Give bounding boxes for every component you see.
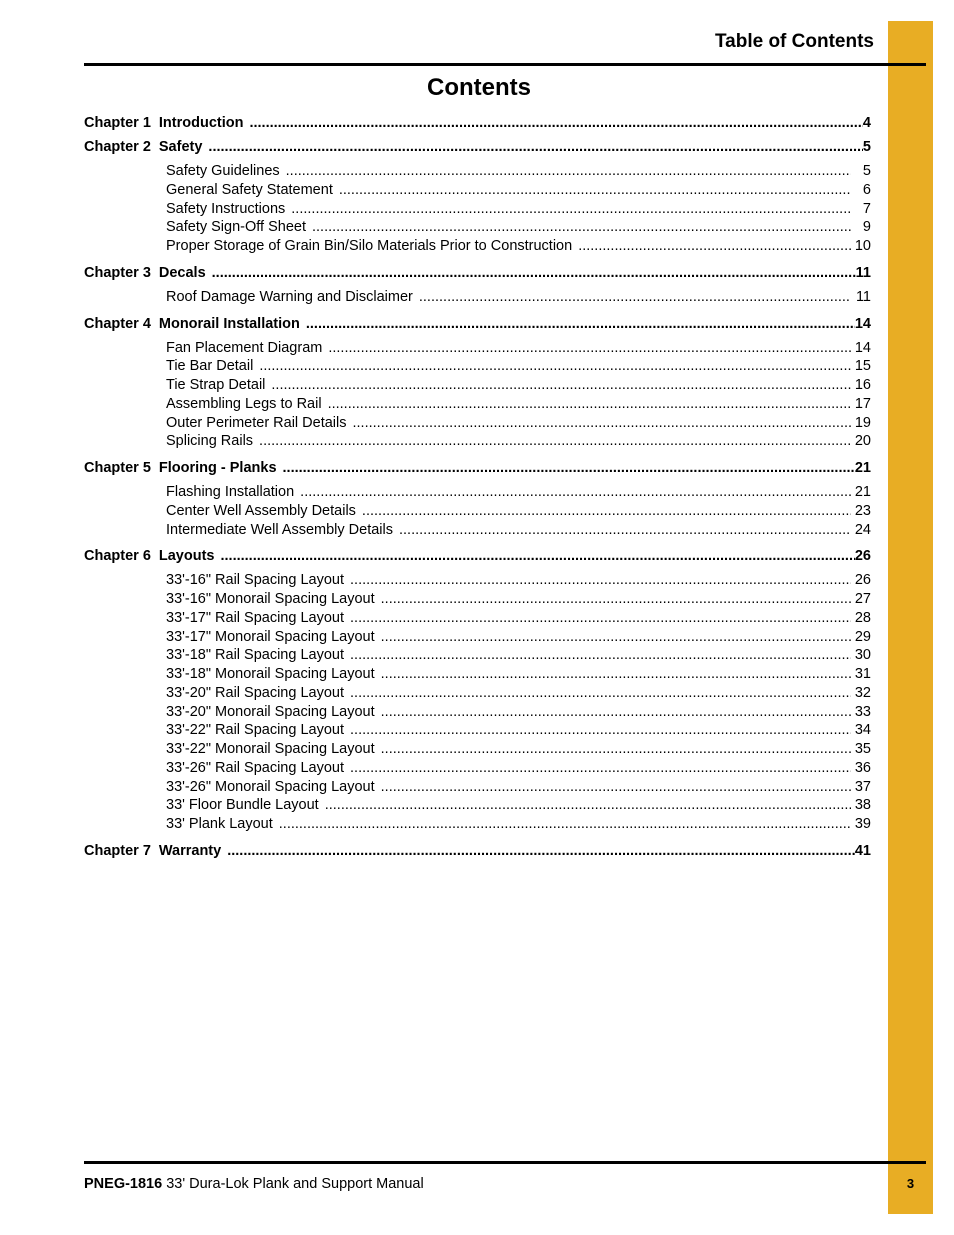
- section-title: 33'-17" Monorail Spacing Layout: [166, 628, 375, 645]
- section-title: 33'-20" Rail Spacing Layout: [166, 684, 345, 701]
- section-entry[interactable]: [166, 646, 871, 665]
- chapter-entry[interactable]: [84, 138, 871, 157]
- dot-leader: [381, 703, 851, 722]
- chapter-page: 11: [855, 264, 871, 281]
- section-title: Assembling Legs to Rail: [166, 395, 322, 412]
- chapter-page: 41: [854, 842, 871, 859]
- dot-leader: [353, 414, 852, 433]
- dot-leader: [227, 842, 855, 861]
- section-entry[interactable]: [166, 740, 871, 759]
- section-entry[interactable]: [166, 571, 871, 590]
- section-title: Safety Sign-Off Sheet: [166, 219, 306, 236]
- section-title: Splicing Rails: [166, 433, 254, 450]
- section-page: 30: [854, 647, 871, 664]
- section-page: 37: [854, 778, 871, 795]
- section-page: 34: [854, 722, 871, 739]
- section-entry[interactable]: [166, 796, 871, 815]
- section-title: Proper Storage of Grain Bin/Silo Materials Prior to Construction: [166, 238, 573, 254]
- dot-leader: [350, 684, 851, 703]
- dot-leader: [249, 114, 862, 133]
- section-page: 26: [854, 572, 871, 589]
- contents-title: Contents: [427, 74, 531, 101]
- section-page: 28: [854, 609, 871, 626]
- chapter-number: Chapter 4: [84, 315, 151, 332]
- section-title: Tie Strap Detail: [166, 377, 266, 393]
- chapter-number: Chapter 2: [84, 139, 151, 155]
- chapter-sections: [84, 288, 871, 307]
- section-title: 33'-17" Rail Spacing Layout: [166, 609, 345, 626]
- chapter-page: 14: [854, 315, 871, 332]
- chapter-entry[interactable]: [84, 459, 871, 478]
- dot-leader: [381, 665, 851, 684]
- section-title: 33'-26" Monorail Spacing Layout: [166, 778, 375, 795]
- dot-leader: [350, 721, 851, 740]
- footer-document-info: [84, 1175, 424, 1193]
- dot-leader: [212, 264, 856, 283]
- dot-leader: [300, 483, 851, 502]
- chapter-number: Chapter 5: [84, 460, 151, 476]
- section-page: 27: [854, 591, 871, 607]
- section-entry[interactable]: [166, 218, 871, 237]
- section-title: Safety Guidelines: [166, 163, 280, 179]
- document-title: 33' Dura-Lok Plank and Support Manual: [166, 1176, 424, 1192]
- dot-leader: [279, 815, 851, 834]
- dot-leader: [381, 740, 851, 759]
- section-page: 20: [854, 433, 871, 450]
- chapter-entry[interactable]: [84, 547, 871, 566]
- section-title: Outer Perimeter Rail Details: [166, 414, 347, 431]
- chapter-title: Decals: [158, 264, 206, 281]
- chapter-sections: [84, 339, 871, 452]
- section-page: 24: [854, 521, 871, 538]
- section-title: 33' Floor Bundle Layout: [166, 797, 319, 814]
- section-title: 33' Plank Layout: [166, 816, 273, 832]
- section-page: 39: [854, 816, 871, 832]
- section-title: 33'-22" Rail Spacing Layout: [166, 722, 345, 739]
- section-page: 32: [854, 684, 871, 701]
- section-page: 23: [854, 502, 871, 519]
- dot-leader: [381, 778, 851, 797]
- section-entry[interactable]: [166, 628, 871, 647]
- section-entry[interactable]: [166, 237, 871, 256]
- section-entry[interactable]: [166, 665, 871, 684]
- section-page: 33: [854, 703, 871, 720]
- chapter-page: 4: [862, 115, 871, 131]
- section-title: Flashing Installation: [166, 484, 295, 500]
- section-page: 11: [855, 288, 871, 305]
- chapter-title: Warranty: [158, 842, 222, 859]
- section-title: 33'-26" Rail Spacing Layout: [166, 759, 345, 776]
- chapter-sections: [84, 571, 871, 834]
- dot-leader: [220, 547, 854, 566]
- section-entry[interactable]: [166, 339, 871, 358]
- chapter-entry[interactable]: [84, 315, 871, 334]
- toc-chapter: [84, 114, 871, 138]
- dot-leader: [362, 502, 851, 521]
- section-entry[interactable]: [166, 521, 871, 540]
- section-entry[interactable]: [166, 609, 871, 628]
- chapter-title: Safety: [158, 139, 203, 155]
- dot-leader: [381, 628, 851, 647]
- toc-chapter: [84, 138, 871, 256]
- section-entry[interactable]: [166, 590, 871, 609]
- section-title: Tie Bar Detail: [166, 358, 254, 375]
- dot-leader: [381, 590, 851, 609]
- chapter-number: Chapter 7: [84, 842, 151, 859]
- section-page: 5: [862, 163, 871, 179]
- chapter-entry[interactable]: [84, 842, 871, 861]
- toc-chapter: [84, 264, 871, 307]
- section-title: Intermediate Well Assembly Details: [166, 521, 393, 538]
- chapter-title: Flooring - Planks: [158, 460, 277, 476]
- section-page: 29: [854, 628, 871, 645]
- dot-leader: [283, 459, 855, 478]
- chapter-page: 21: [854, 460, 871, 476]
- section-title: Fan Placement Diagram: [166, 339, 323, 356]
- section-page: 17: [854, 395, 871, 412]
- chapter-number: Chapter 1: [84, 115, 151, 131]
- dot-leader: [578, 237, 851, 256]
- section-title: 33'-18" Monorail Spacing Layout: [166, 666, 375, 682]
- chapter-number: Chapter 6: [84, 548, 151, 565]
- table-of-contents: [84, 114, 871, 866]
- page-number: 3: [906, 1176, 915, 1191]
- chapter-entry[interactable]: [84, 114, 871, 133]
- section-title: 33'-16" Monorail Spacing Layout: [166, 591, 375, 607]
- section-entry[interactable]: [166, 162, 871, 181]
- section-entry[interactable]: [166, 815, 871, 834]
- dot-leader: [325, 796, 851, 815]
- chapter-title: Monorail Installation: [158, 315, 300, 332]
- section-page: 7: [862, 200, 871, 217]
- side-tab: [888, 21, 933, 1214]
- section-title: Safety Instructions: [166, 200, 286, 217]
- dot-leader: [350, 759, 851, 778]
- chapter-spacer: [84, 861, 871, 866]
- section-page: 9: [862, 219, 871, 236]
- dot-leader: [259, 357, 851, 376]
- section-title: 33'-16" Rail Spacing Layout: [166, 572, 345, 589]
- section-title: General Safety Statement: [166, 181, 333, 198]
- section-entry[interactable]: [166, 395, 871, 414]
- chapter-sections: [84, 483, 871, 539]
- section-entry[interactable]: [166, 721, 871, 740]
- section-entry[interactable]: [166, 357, 871, 376]
- section-title: 33'-20" Monorail Spacing Layout: [166, 703, 375, 720]
- section-page: 36: [854, 759, 871, 776]
- dot-leader: [291, 200, 851, 219]
- section-entry[interactable]: [166, 288, 871, 307]
- section-entry[interactable]: [166, 703, 871, 722]
- dot-leader: [399, 521, 851, 540]
- section-page: 31: [854, 666, 871, 682]
- dot-leader: [328, 339, 851, 358]
- section-page: 35: [854, 741, 871, 757]
- dot-leader: [350, 646, 851, 665]
- dot-leader: [419, 288, 851, 307]
- chapter-entry[interactable]: [84, 264, 871, 283]
- header-rule: [84, 63, 926, 66]
- section-title: Center Well Assembly Details: [166, 502, 356, 519]
- chapter-sections: [84, 162, 871, 256]
- section-title: Roof Damage Warning and Disclaimer: [166, 288, 413, 305]
- section-page: 21: [854, 484, 871, 500]
- dot-leader: [259, 432, 851, 451]
- chapter-page: 26: [854, 548, 871, 565]
- dot-leader: [350, 571, 851, 590]
- section-page: 16: [854, 377, 871, 393]
- section-entry[interactable]: [166, 502, 871, 521]
- dot-leader: [208, 138, 863, 157]
- document-code: PNEG-1816: [84, 1176, 163, 1192]
- footer-rule: [84, 1161, 926, 1164]
- section-entry[interactable]: [166, 376, 871, 395]
- dot-leader: [312, 218, 851, 237]
- section-page: 6: [862, 181, 871, 198]
- chapter-page: 5: [862, 139, 871, 155]
- section-entry[interactable]: [166, 483, 871, 502]
- toc-chapter: [84, 459, 871, 539]
- section-entry[interactable]: [166, 432, 871, 451]
- section-page: 38: [854, 797, 871, 814]
- section-entry[interactable]: [166, 759, 871, 778]
- section-title: 33'-22" Monorail Spacing Layout: [166, 741, 375, 757]
- section-page: 19: [854, 414, 871, 431]
- toc-chapter: [84, 315, 871, 452]
- dot-leader: [328, 395, 851, 414]
- section-page: 15: [854, 358, 871, 375]
- chapter-number: Chapter 3: [84, 264, 151, 281]
- section-title: 33'-18" Rail Spacing Layout: [166, 647, 345, 664]
- toc-chapter: [84, 842, 871, 866]
- dot-leader: [286, 162, 851, 181]
- section-page: 14: [854, 339, 871, 356]
- chapter-title: Introduction: [158, 115, 244, 131]
- section-entry[interactable]: [166, 684, 871, 703]
- section-entry[interactable]: [166, 181, 871, 200]
- section-page: 10: [854, 238, 871, 254]
- toc-chapter: [84, 547, 871, 834]
- dot-leader: [350, 609, 851, 628]
- dot-leader: [339, 181, 851, 200]
- dot-leader: [306, 315, 855, 334]
- header-title: Table of Contents: [714, 31, 874, 52]
- chapter-title: Layouts: [158, 548, 215, 565]
- dot-leader: [271, 376, 851, 395]
- section-entry[interactable]: [166, 200, 871, 219]
- section-entry[interactable]: [166, 778, 871, 797]
- section-entry[interactable]: [166, 414, 871, 433]
